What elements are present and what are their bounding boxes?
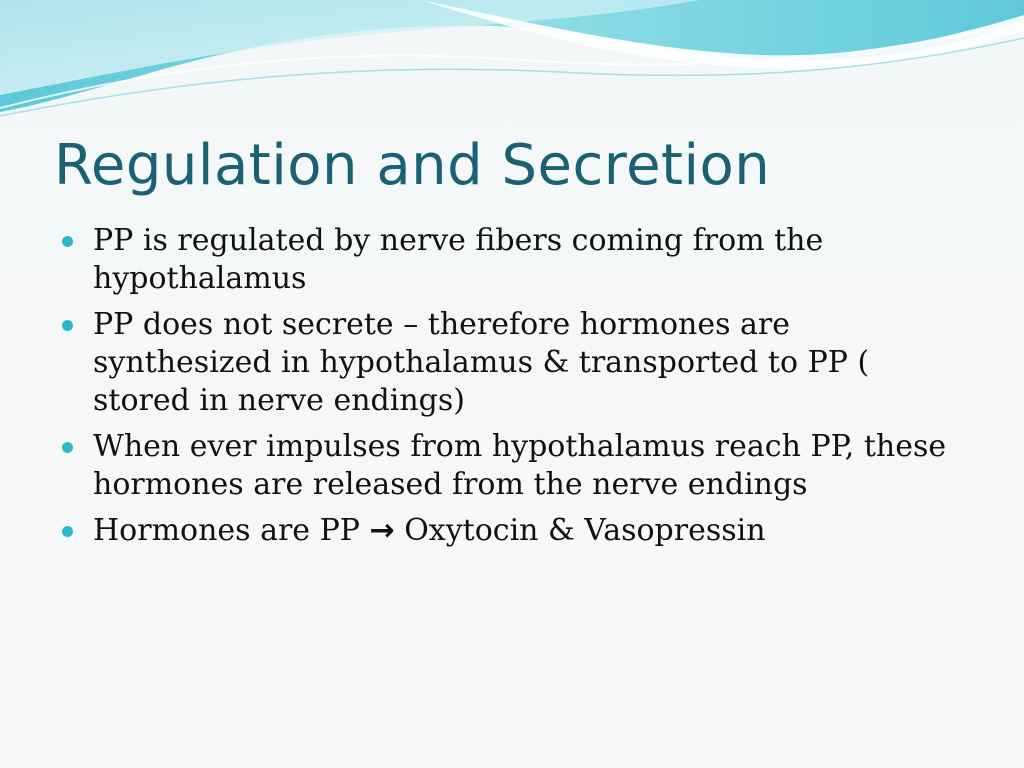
- bullet-text-before-arrow: Hormones are PP: [93, 513, 360, 548]
- decorative-wave-header: [0, 0, 1024, 130]
- bullet-list: [60, 222, 960, 558]
- bullet-item: [60, 306, 960, 420]
- bullet-text-after-arrow: Oxytocin & Vasopressin: [404, 513, 766, 548]
- slide-title: Regulation and Secretion: [54, 133, 771, 198]
- bullet-dot-icon: [62, 320, 73, 331]
- bullet-dot-icon: [62, 236, 73, 247]
- bullet-item: [60, 512, 960, 550]
- bullet-dot-icon: [62, 442, 73, 453]
- right-arrow-icon: →: [369, 513, 395, 548]
- bullet-text: When ever impulses from hypothalamus reach PP, these hormones are released from the nerve endings: [93, 429, 947, 502]
- bullet-item: [60, 428, 960, 504]
- bullet-dot-icon: [62, 526, 73, 537]
- bullet-text: PP is regulated by nerve fibers coming from the hypothalamus: [93, 223, 824, 296]
- bullet-text: PP does not secrete – therefore hormones are synthesized in hypothalamus & transported to PP ( stored in nerve endings): [93, 307, 870, 418]
- bullet-item: [60, 222, 960, 298]
